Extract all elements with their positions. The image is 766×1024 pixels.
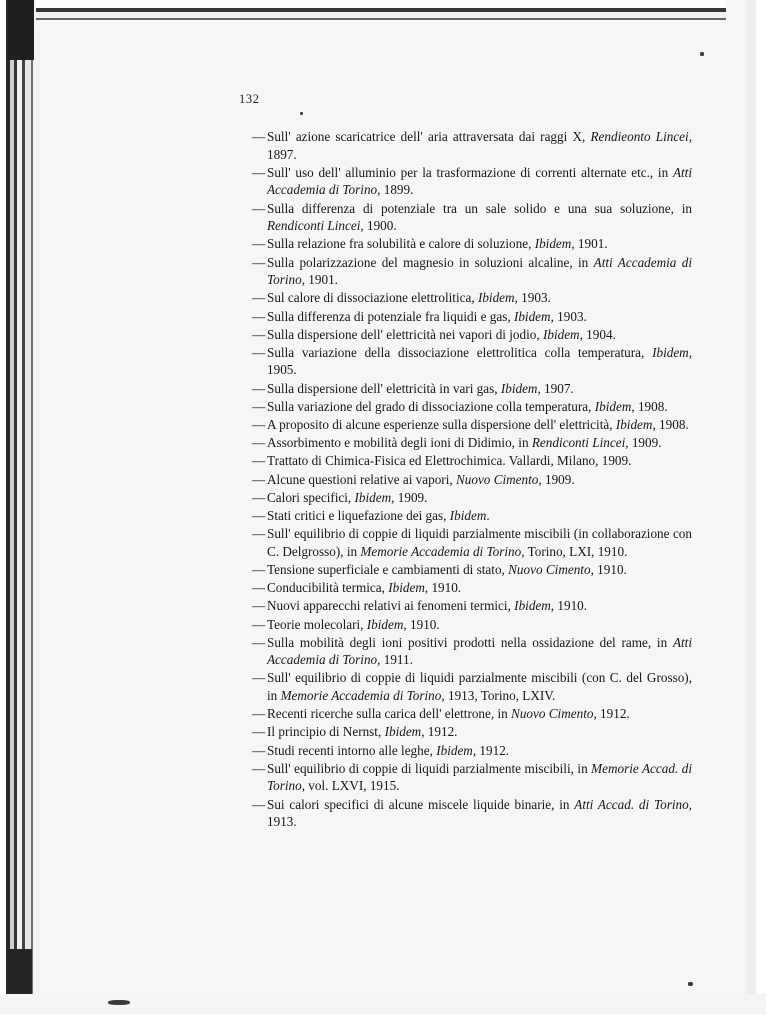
- scan-speck: [300, 112, 303, 115]
- entry-dash: —: [252, 526, 266, 542]
- entry-dash: —: [252, 706, 266, 722]
- bibliography-entry: [252, 380, 692, 398]
- bibliography-entry: [252, 489, 692, 507]
- entry-title-italic: Ibidem: [436, 742, 473, 758]
- entry-text-plain: Sulla differenza di potenziale fra liquidi e gas,: [267, 308, 514, 324]
- entry-text-plain: , 1907.: [537, 380, 574, 396]
- entry-text-plain: Sulla dispersione dell' elettricità nei vapori di jodio,: [267, 326, 543, 342]
- entry-dash: —: [252, 453, 266, 469]
- entry-text: [267, 129, 692, 162]
- page-number: 132: [239, 92, 260, 106]
- entry-text: [267, 472, 575, 487]
- entry-dash: —: [252, 724, 266, 740]
- entry-title-italic: Ibidem: [384, 724, 422, 740]
- entry-text-plain: , 1913, Torino, LXIV.: [441, 688, 556, 704]
- entry-text: [267, 706, 630, 721]
- entry-title-italic: Ibidem: [514, 598, 551, 614]
- entry-title-italic: Nuovo Cimento: [511, 706, 594, 722]
- entry-text: [267, 670, 692, 703]
- entry-dash: —: [252, 435, 266, 451]
- entry-text-plain: Sulla relazione fra solubilità e calore di soluzione,: [267, 236, 535, 252]
- entry-title-italic: Memorie Accademia di Torino: [280, 688, 442, 704]
- entry-text-plain: Il principio di Nernst,: [267, 724, 385, 740]
- entry-text-plain: Sull' equilibrio di coppie di liquidi parzialmente miscibili (in collaborazione con C. Delgrosso), in: [267, 526, 692, 559]
- entry-text-plain: , 1911.: [377, 652, 413, 668]
- entry-text: [267, 761, 692, 794]
- entry-text: [267, 526, 692, 559]
- entry-text-plain: Sulla dispersione dell' elettricità in vari gas,: [267, 380, 501, 396]
- bibliography-entry: [252, 254, 692, 289]
- entry-text: [267, 743, 509, 758]
- entry-text-plain: Sulla variazione della dissociazione elettrolitica colla temperatura,: [267, 344, 653, 360]
- entry-text-plain: Sulla variazione del grado di dissociazione colla temperatura,: [267, 398, 595, 414]
- entry-text: [267, 617, 440, 632]
- entry-dash: —: [252, 200, 266, 216]
- entry-title-italic: Ibidem: [388, 580, 425, 596]
- bibliography-entry: [252, 289, 692, 307]
- bibliography-entry: [252, 525, 692, 560]
- entry-text: [267, 236, 608, 251]
- entry-dash: —: [252, 164, 266, 180]
- entry-title-italic: Ibidem: [534, 236, 572, 252]
- entry-text: [267, 724, 457, 739]
- entry-text-plain: , 1912.: [421, 724, 458, 740]
- bibliography-entry: [252, 723, 692, 741]
- entry-title-italic: Rendiconti Lincei: [531, 435, 626, 451]
- bibliography-list: [252, 128, 692, 831]
- bibliography-entry: [252, 398, 692, 416]
- bibliography-entry: [252, 164, 692, 199]
- bibliography-entry: [252, 344, 692, 379]
- entry-title-italic: Memorie Accademia di Torino: [360, 543, 522, 559]
- scan-speck: [700, 52, 704, 56]
- entry-dash: —: [252, 598, 266, 614]
- entry-text-plain: , 1904.: [579, 326, 616, 342]
- entry-dash: —: [252, 616, 266, 632]
- entry-text-plain: , vol. LXVI, 1915.: [301, 778, 400, 794]
- entry-text-plain: , 1910.: [550, 598, 588, 614]
- entry-text-plain: Sul calore di dissociazione elettrolitica,: [267, 290, 478, 306]
- entry-text: [267, 580, 461, 595]
- scan-edge-left-artifact: [0, 0, 40, 1024]
- entry-text: [267, 453, 631, 468]
- entry-text-plain: , 1909.: [625, 435, 662, 451]
- entry-text-plain: , 1897.: [267, 129, 692, 162]
- scan-speck: [108, 1000, 130, 1005]
- entry-dash: —: [252, 580, 266, 596]
- entry-text: [267, 562, 627, 577]
- entry-text-plain: Sulla differenza di potenziale tra un sale solido e una sua soluzione, in: [267, 200, 692, 216]
- entry-text-plain: A proposito di alcune esperienze sulla dispersione dell' elettricità,: [267, 417, 616, 433]
- entry-text-plain: , 1910.: [424, 580, 462, 596]
- bibliography-entry: [252, 760, 692, 795]
- entry-text: [267, 490, 427, 505]
- bibliography-entry: [252, 507, 692, 525]
- entry-text-plain: Alcune questioni relative ai vapori,: [267, 471, 456, 487]
- entry-dash: —: [252, 760, 266, 776]
- entry-text-plain: Sull' uso dell' alluminio per la trasformazione di correnti alternate etc., in: [267, 164, 673, 180]
- bibliography-entry: [252, 705, 692, 723]
- entry-text-plain: Teorie molecolari,: [267, 616, 367, 632]
- bibliography-entry: [252, 796, 692, 831]
- entry-dash: —: [252, 489, 266, 505]
- bibliography-entry: [252, 471, 692, 489]
- entry-text: [267, 399, 668, 414]
- entry-text-plain: , 1900.: [360, 218, 397, 234]
- entry-title-italic: Memorie Accad. di Torino: [267, 760, 692, 794]
- entry-dash: —: [252, 507, 266, 523]
- entry-dash: —: [252, 634, 266, 650]
- scan-speck: [688, 982, 693, 986]
- entry-text-plain: , 1910.: [403, 616, 440, 632]
- scan-edge-top-artifact: [36, 0, 726, 34]
- entry-text-plain: Sulla polarizzazione del magnesio in soluzioni alcaline, in: [267, 254, 594, 270]
- bibliography-entry: [252, 452, 692, 470]
- entry-text-plain: , 1912.: [593, 706, 630, 722]
- entry-title-italic: Ibidem: [477, 290, 515, 306]
- entry-title-italic: Ibidem: [354, 489, 392, 505]
- entry-dash: —: [252, 308, 266, 324]
- entry-text-plain: , 1909.: [391, 489, 428, 505]
- entry-text-plain: , 1903.: [514, 290, 551, 306]
- entry-title-italic: Ibidem: [366, 616, 404, 632]
- entry-dash: —: [252, 561, 266, 577]
- entry-text-plain: , 1910.: [590, 561, 627, 577]
- entry-title-italic: Nuovo Cimento: [455, 471, 539, 487]
- entry-text: [267, 165, 692, 198]
- bibliography-entry: [252, 416, 692, 434]
- entry-text-plain: , 1908.: [652, 417, 689, 433]
- entry-dash: —: [252, 742, 266, 758]
- scan-edge-right-artifact: [730, 0, 766, 1024]
- entry-text: [267, 635, 692, 668]
- entry-dash: —: [252, 417, 266, 433]
- bibliography-entry: [252, 308, 692, 326]
- bibliography-entry: [252, 597, 692, 615]
- entry-title-italic: Ibidem: [449, 507, 487, 523]
- entry-text: [267, 797, 692, 830]
- entry-text-plain: , 1912.: [472, 742, 510, 758]
- entry-text: [267, 345, 692, 378]
- bibliography-entry: [252, 742, 692, 760]
- entry-dash: —: [252, 670, 266, 686]
- entry-text-plain: Calori specifici,: [267, 489, 355, 505]
- bibliography-entry: [252, 561, 692, 579]
- entry-text-plain: Conducibilità termica,: [267, 580, 389, 596]
- entry-title-italic: Ibidem: [500, 380, 538, 396]
- entry-title-italic: Rendieonto Lincei: [590, 129, 689, 144]
- bibliography-entry: [252, 669, 692, 704]
- entry-dash: —: [252, 326, 266, 342]
- entry-dash: —: [252, 236, 266, 252]
- entry-dash: —: [252, 344, 266, 360]
- entry-text-plain: , 1905.: [267, 344, 692, 378]
- entry-text: [267, 417, 689, 432]
- entry-title-italic: Atti Accademia di Torino: [267, 254, 692, 288]
- entry-dash: —: [252, 254, 266, 270]
- entry-dash: —: [252, 398, 266, 414]
- entry-title-italic: Atti Accademia di Torino: [267, 634, 692, 668]
- entry-text-plain: Trattato di Chimica-Fisica ed Elettrochimica. Vallardi, Milano, 1909.: [267, 453, 632, 469]
- entry-title-italic: Ibidem: [615, 417, 653, 433]
- entry-text: [267, 309, 587, 324]
- entry-text-plain: , 1913.: [267, 796, 692, 830]
- entry-text-plain: , Torino, LXI, 1910.: [521, 543, 628, 559]
- bibliography-entry: [252, 434, 692, 452]
- entry-text: [267, 435, 662, 450]
- entry-text-plain: , 1908.: [631, 398, 668, 414]
- entry-text: [267, 598, 587, 613]
- entry-text: [267, 508, 490, 523]
- entry-text-plain: , 1901.: [301, 272, 338, 288]
- entry-text: [267, 381, 574, 396]
- entry-text-plain: , 1909.: [538, 471, 575, 487]
- bibliography-entry: [252, 616, 692, 634]
- entry-list: [252, 128, 692, 831]
- entry-dash: —: [252, 380, 266, 396]
- entry-title-italic: Ibidem: [513, 308, 551, 324]
- entry-text: [267, 327, 616, 342]
- entry-title-italic: Ibidem: [542, 326, 580, 342]
- entry-text-plain: Tensione superficiale e cambiamenti di stato,: [267, 561, 509, 577]
- entry-text-plain: Sull' equilibrio di coppie di liquidi parzialmente miscibili, in: [267, 760, 592, 776]
- entry-text-plain: , 1899.: [377, 182, 414, 198]
- entry-dash: —: [252, 129, 266, 144]
- entry-text: [267, 290, 551, 305]
- bibliography-entry: [252, 579, 692, 597]
- entry-title-italic: Rendiconti Lincei: [267, 218, 361, 234]
- bibliography-entry: [252, 200, 692, 235]
- entry-title-italic: Atti Accad. di Torino: [574, 796, 689, 812]
- entry-text-plain: Sui calori specifici di alcune miscele liquide binarie, in: [267, 796, 575, 812]
- scan-edge-bottom-artifact: [0, 994, 766, 1024]
- entry-text-plain: Nuovi apparecchi relativi ai fenomeni termici,: [267, 598, 515, 614]
- entry-dash: —: [252, 471, 266, 487]
- entry-text-plain: Sull' azione scaricatrice dell' aria attraversata dai raggi X,: [267, 129, 591, 144]
- entry-text-plain: Sulla mobilità degli ioni positivi prodotti nella ossidazione del rame, in: [267, 634, 673, 650]
- entry-title-italic: Ibidem: [652, 344, 689, 360]
- bibliography-entry: [252, 128, 692, 163]
- entry-title-italic: Nuovo Cimento: [508, 561, 591, 577]
- entry-title-italic: Atti Accademia di Torino: [267, 164, 692, 198]
- bibliography-entry: [252, 634, 692, 669]
- entry-text-plain: Assorbimento e mobilità degli ioni di Didimio, in: [267, 435, 532, 451]
- entry-dash: —: [252, 796, 266, 812]
- entry-dash: —: [252, 290, 266, 306]
- entry-title-italic: Ibidem: [594, 398, 632, 414]
- entry-text: [267, 201, 692, 234]
- entry-text-plain: Studi recenti intorno alle leghe,: [267, 742, 437, 758]
- entry-text-plain: , 1901.: [571, 236, 608, 252]
- bibliography-entry: [252, 326, 692, 344]
- entry-text-plain: , 1903.: [550, 308, 587, 324]
- entry-text-plain: Sull' equilibrio di coppie di liquidi parzialmente miscibili (con C. del Grosso), in: [267, 670, 692, 704]
- entry-text: [267, 255, 692, 288]
- bibliography-entry: [252, 235, 692, 253]
- entry-text-plain: Stati critici e liquefazione dei gas,: [267, 507, 450, 523]
- entry-text-plain: .: [486, 507, 490, 523]
- entry-text-plain: Recenti ricerche sulla carica dell' elettrone, in: [267, 706, 512, 722]
